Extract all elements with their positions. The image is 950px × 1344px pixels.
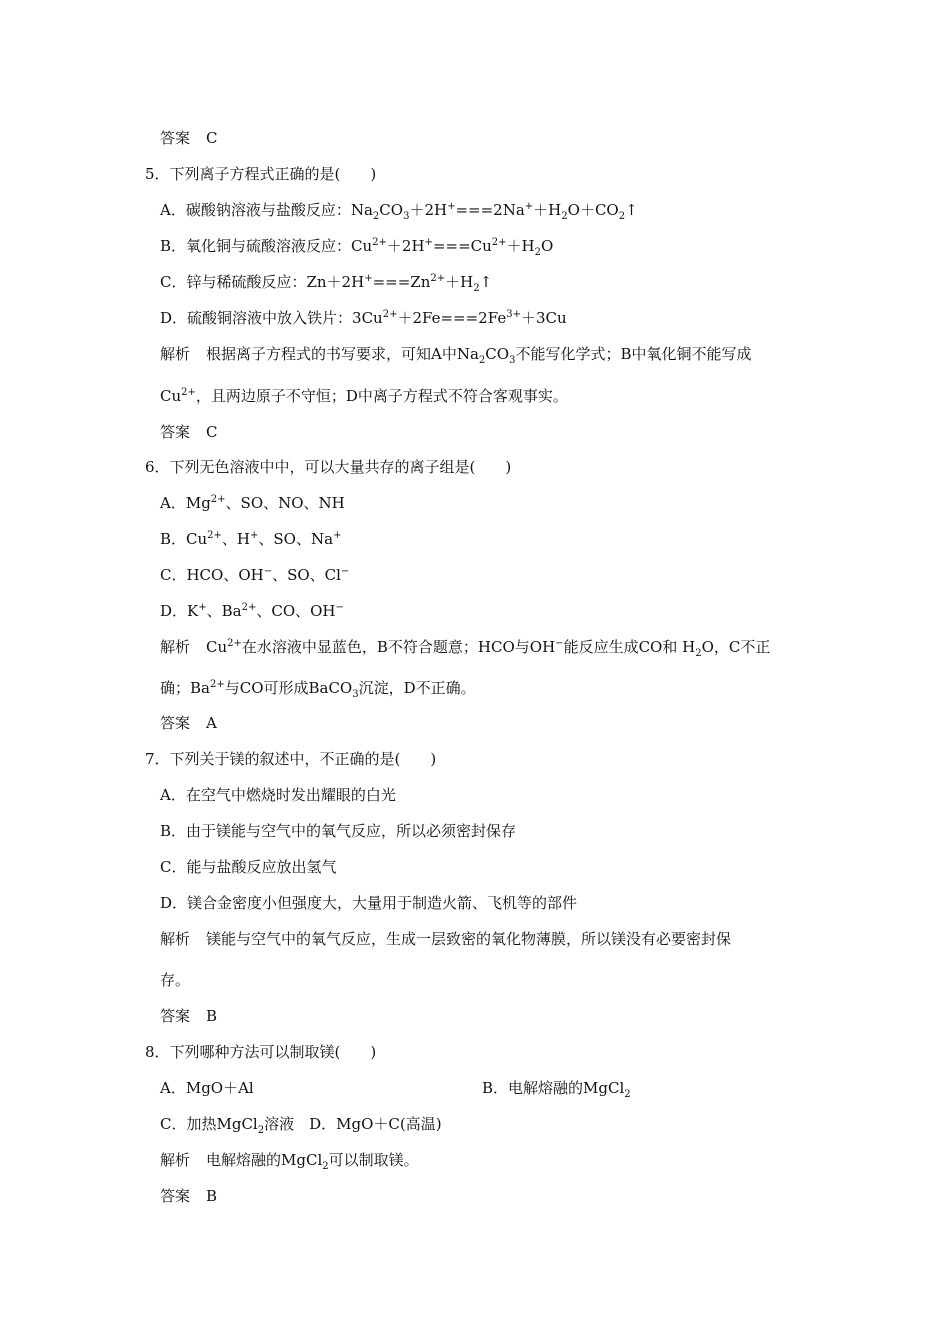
q7-option-c: C．能与盐酸反应放出氢气: [160, 858, 337, 876]
q6-option-a: A．$Mg^{2+}$、SO、NO、NH: [160, 494, 345, 512]
explanation-6-line2: 确；$Ba^{2+}$与CO可形成BaCO$_3$沉淀，D不正确。: [160, 679, 476, 700]
answer-8: 答案 B: [160, 1187, 218, 1205]
explanation-5-line2: $Cu^{2+}$，且两边原子不守恒；D中离子方程式不符合客观事实。: [160, 387, 568, 405]
question-6: 6．下列无色溶液中中，可以大量共存的离子组是( ): [145, 458, 512, 476]
q5-option-b: B．氧化铜与硫酸溶液反应：$Cu^{2+}+2H^+===Cu^{2+}+H_2O$: [160, 237, 554, 258]
q8-option-a: A．MgO＋Al: [160, 1079, 254, 1097]
q8-option-c-d: C．加热MgCl$_2$溶液 D．MgO＋C(高温): [160, 1115, 442, 1136]
explanation-7-line2: 存。: [160, 971, 191, 989]
q6-option-b: B．$Cu^{2+}$、H+、SO、Na+: [160, 530, 342, 548]
explanation-5-line1: 解析 根据离子方程式的书写要求，可知A中$Na_2CO_3$不能写化学式；B中氧化铜不能写成: [160, 345, 752, 366]
answer-7: 答案 B: [160, 1007, 218, 1025]
q7-option-b: B．由于镁能与空气中的氧气反应，所以必须密封保存: [160, 822, 517, 840]
q5-option-c: C．锌与稀硫酸反应：$Zn+2H^+===Zn^{2+}+H_2↑$: [160, 273, 493, 294]
q5-option-a: A．碳酸钠溶液与盐酸反应：$Na_2CO_3+2H^+===2Na^++H_2O+CO_2↑$: [160, 201, 638, 222]
q7-option-a: A．在空气中燃烧时发出耀眼的白光: [160, 786, 396, 804]
explanation-7-line1: 解析 镁能与空气中的氧气反应，生成一层致密的氧化物薄膜，所以镁没有必要密封保: [160, 930, 732, 948]
q8-option-b: B．电解熔融的MgCl$_2$: [482, 1079, 631, 1100]
explanation-6-line1: 解析 $Cu^{2+}$在水溶液中显蓝色，B不符合题意；HCO与OH−能反应生成CO和 $H_2O$，C不正: [160, 638, 771, 659]
q5-option-d: D．硫酸铜溶液中放入铁片：$3Cu^{2+}+2Fe===2Fe^{3+}+3Cu$: [160, 309, 567, 327]
answer-6: 答案 A: [160, 714, 217, 732]
question-8: 8．下列哪种方法可以制取镁( ): [145, 1043, 377, 1061]
answer-5: 答案 C: [160, 423, 218, 441]
question-5: 5．下列离子方程式正确的是( ): [145, 165, 377, 183]
answer-value: C: [206, 129, 218, 147]
q7-option-d: D．镁合金密度小但强度大，大量用于制造火箭、飞机等的部件: [160, 894, 578, 912]
explanation-8: 解析 电解熔融的MgCl$_2$可以制取镁。: [160, 1151, 419, 1172]
question-7: 7．下列关于镁的叙述中，不正确的是( ): [145, 750, 437, 768]
q6-option-c: C．HCO、OH−、SO、Cl−: [160, 566, 350, 584]
answer-4: [160, 128, 218, 148]
answer-label: 答案: [160, 129, 191, 147]
q6-option-d: D．K+、$Ba^{2+}$、CO、OH−: [160, 602, 344, 620]
